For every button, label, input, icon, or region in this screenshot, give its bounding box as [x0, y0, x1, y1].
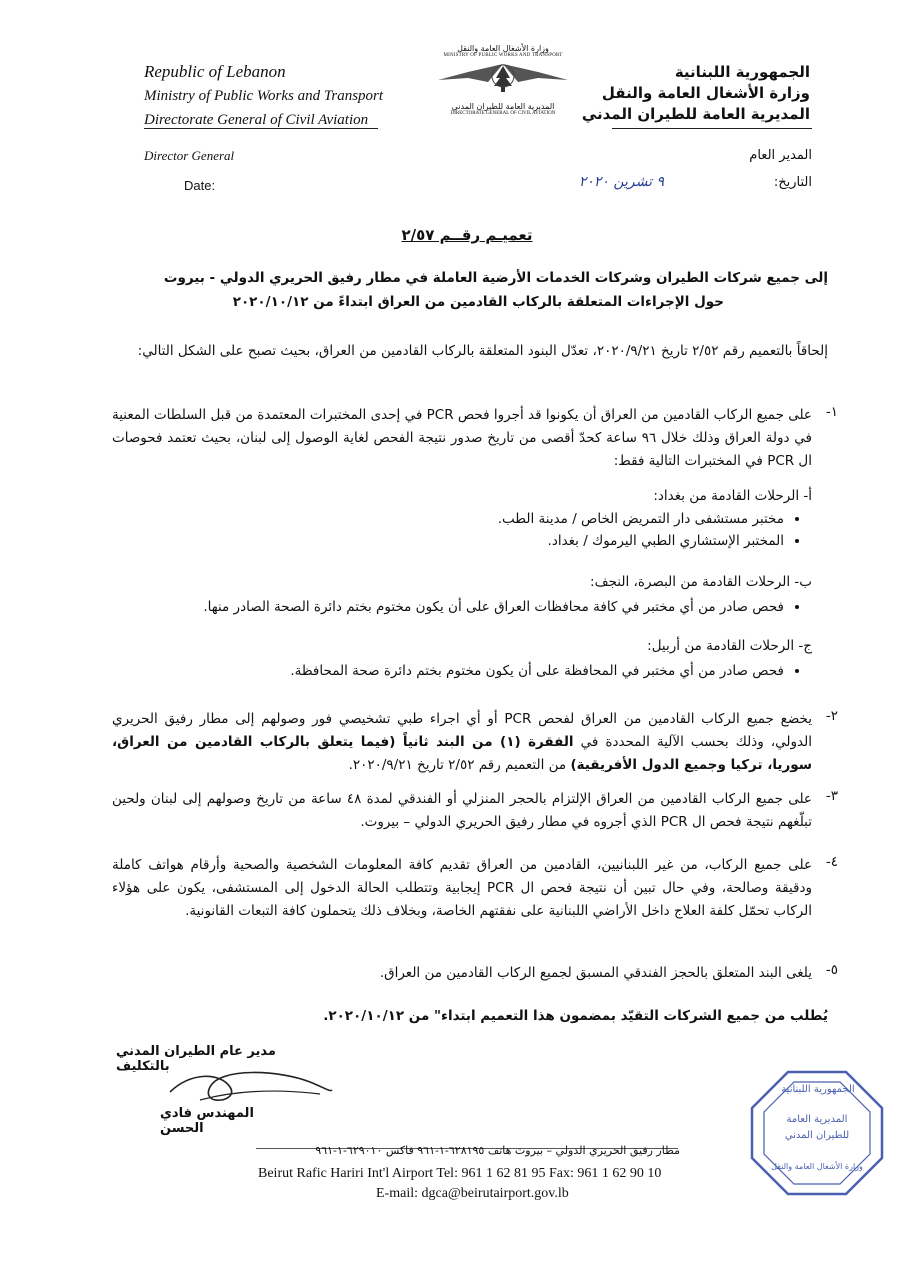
- item-4-number: ٤-: [825, 854, 838, 870]
- header-ar-country: الجمهورية اللبنانية: [674, 63, 810, 81]
- footer-english-line: Beirut Rafic Hariri Int'l Airport Tel: 961 1 62 81 95 Fax: 961 1 62 90 10: [258, 1166, 662, 1181]
- header-en-underline: [144, 128, 378, 129]
- header-arabic: [582, 62, 810, 125]
- header-ar-directorate: المديرية العامة للطيران المدني: [581, 105, 810, 123]
- item-5-text: يلغى البند المتعلق بالحجز الفندقي المسبق لجميع الركاب القادمين من العراق.: [379, 965, 812, 981]
- director-general-ar: المدير العام: [749, 148, 812, 163]
- stamp-text-outer: الجمهورية اللبنانية: [781, 1084, 855, 1095]
- handwritten-signature: [160, 1062, 340, 1112]
- official-stamp: [748, 1068, 886, 1198]
- stamp-text-inner-1: المديرية العامة: [786, 1114, 848, 1125]
- circular-title: تعميـم رقــم ٢/٥٧: [401, 226, 533, 244]
- sub-c-heading: ج- الرحلات القادمة من أربيل:: [647, 638, 812, 654]
- sub-a-bullet-1: • مختبر مستشفى دار التمريض الخاص / مدينة الطب.: [184, 508, 784, 530]
- footer-email: E-mail: dgca@beirutairport.gov.lb: [376, 1186, 569, 1201]
- item-1-text: على جميع الركاب القادمين من العراق أن يكونوا قد أجروا فحص PCR في إحدى المختبرات المعتمدة من قبل السلطات المعنية في دولة العراق وذلك خلال ٩٦ ساعة كحدّ أقصى من تاريخ صدور نتيجة الفحص لغاية الوصول إلى لبنان، بحيث تعتمد فحوصات ال PCR في المختبرات التالية فقط:: [112, 407, 812, 469]
- item-2-text-b: من التعميم رقم ٢/٥٢ تاريخ ٢٠٢٠/٩/٢١.: [348, 757, 571, 773]
- item-2-text: [112, 708, 812, 777]
- header-english: [144, 60, 383, 132]
- director-general-en: Director General: [144, 148, 235, 163]
- intro-paragraph: إلحاقاً بالتعميم رقم ٢/٥٢ تاريخ ٢٠٢٠/٩/٢١، تعدّل البنود المتعلقة بالركاب القادمين من العراق، بحيث تصبح على الشكل التالي:: [137, 343, 828, 359]
- sub-b-heading: ب- الرحلات القادمة من البصرة، النجف:: [590, 574, 812, 590]
- sub-a-list: [184, 508, 806, 552]
- cedar-wings-emblem-icon: [428, 58, 578, 98]
- logo-en-top: MINISTRY OF PUBLIC WORKS AND TRANSPORT: [443, 53, 563, 58]
- sub-a-heading: أ- الرحلات القادمة من بغداد:: [653, 488, 812, 504]
- sub-a-bullet-2: • المختبر الإستشاري الطبي اليرموك / بغداد.: [184, 530, 784, 552]
- logo-ar-bottom: المديرية العامة للطيران المدني: [451, 102, 555, 111]
- subject-line-2: حول الإجراءات المتعلقة بالركاب القادمين من العراق ابتداءً من ٢٠٢٠/١٠/١٢: [232, 294, 724, 310]
- stamp-text-bottom: وزارة الأشغال العامة والنقل: [771, 1162, 863, 1171]
- item-3-number: ٣-: [825, 788, 838, 804]
- closing-statement: يُطلب من جميع الشركات التقيّد بمضمون هذا التعميم ابتداء" من ٢٠٢٠/١٠/١٢.: [323, 1008, 828, 1024]
- item-4-text: على جميع الركاب، من غير اللبنانيين، القادمين من العراق تقديم كافة المعلومات الشخصية والصحية وأرقام هواتف كاملة ودقيقة وصالحة، وفي حال تبين أن نتيجة فحص ال PCR إيجابية وتتطلب الحالة الدخول إلى المستشفى، يكون على هؤلاء الركاب تحمّل كلفة العلاج داخل الأراضي اللبنانية على نفقتهم الخاصة، وبخلاف ذلك يتحملون كافة التبعات القانونية.: [112, 857, 812, 919]
- sub-b-list: [84, 596, 806, 618]
- sub-c-list: [84, 660, 806, 682]
- item-2-number: ٢-: [825, 708, 838, 724]
- signatory-name: المهندس فادي الحسن: [160, 1106, 254, 1136]
- stamp-text-inner-2: للطيران المدني: [784, 1130, 850, 1141]
- sub-b-bullet-1: • فحص صادر من أي مختبر في كافة محافظات العراق على أن يكون مختوم بختم دائرة الصحة الصادر منها.: [84, 596, 784, 618]
- item-1-number: ١-: [825, 404, 838, 420]
- ministry-logo: [418, 44, 588, 136]
- header-en-directorate: Directorate General of Civil Aviation: [144, 112, 369, 128]
- date-label-en: Date:: [184, 178, 216, 193]
- signatory-title: مدير عام الطيران المدني بالتكليف: [116, 1044, 276, 1074]
- sub-c-bullet-1: • فحص صادر من أي مختبر في المحافظة على أن يكون مختوم بختم دائرة صحة المحافظة.: [84, 660, 784, 682]
- header-ar-ministry: وزارة الأشغال العامة والنقل: [601, 84, 810, 102]
- logo-en-bottom: DIRECTORATE GENERAL OF CIVIL AVIATION: [450, 111, 556, 116]
- date-value-handwritten: ٩ تشرين ٢٠٢٠: [578, 174, 664, 190]
- date-label-ar: التاريخ:: [773, 175, 812, 190]
- item-2-text-a: يخضع جميع الركاب القادمين من العراق لفحص PCR أو أي اجراء طبي تشخيصي فور وصولهم إلى مطار رفيق الحريري الدولي، وذلك بحسب الآلية المحددة في: [112, 711, 812, 750]
- header-en-ministry: Ministry of Public Works and Transport: [144, 88, 384, 104]
- item-5-number: ٥-: [825, 962, 838, 978]
- header-ar-underline: [612, 128, 812, 129]
- logo-ar-top: وزارة الأشغال العامة والنقل: [457, 44, 549, 53]
- item-3-text: على جميع الركاب القادمين من العراق الإلتزام بالحجر المنزلي أو الفندقي لمدة ٤٨ ساعة من تاريخ وصولهم إلى لبنان ولحين تبلّغهم نتيجة فحص ال PCR الذي أجروه في مطار رفيق الحريري الدولي – بيروت.: [112, 791, 812, 830]
- footer-arabic-line: مطار رفيق الحريري الدولي – بيروت هاتف ٦٢٨١٩٥-١-٩٦١ فاكس ٦٢٩٠١٠-١-٩٦١: [315, 1144, 680, 1157]
- subject-line-1: إلى جميع شركات الطيران وشركات الخدمات الأرضية العاملة في مطار رفيق الحريري الدولي - بيروت: [163, 270, 828, 286]
- item-2-text-bold: الفقرة (١) من البند ثانياً (فيما يتعلق بالركاب القادمين من العراق، سوريا، تركيا وجميع الدول الأفريقية): [112, 734, 812, 773]
- header-en-country: Republic of Lebanon: [144, 62, 286, 81]
